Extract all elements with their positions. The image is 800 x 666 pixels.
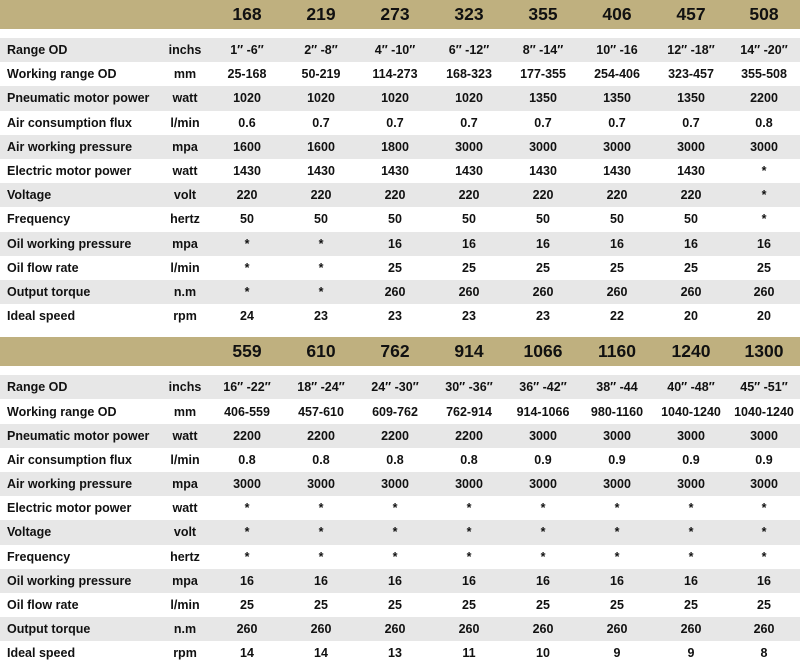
value-cell: 20: [654, 304, 728, 328]
value-cell: *: [284, 232, 358, 256]
value-cell: 14: [210, 641, 284, 665]
value-cell: 3000: [728, 424, 800, 448]
value-cell: 260: [654, 617, 728, 641]
value-cell: 10″ -16: [580, 38, 654, 62]
value-cell: 220: [654, 183, 728, 207]
value-cell: *: [506, 496, 580, 520]
row-unit: rpm: [160, 304, 210, 328]
value-cell: 22: [580, 304, 654, 328]
header-blank-cell: [0, 0, 160, 29]
row-unit: mm: [160, 399, 210, 423]
value-cell: 24: [210, 304, 284, 328]
value-cell: 914-1066: [506, 399, 580, 423]
table-row: [0, 545, 800, 569]
value-cell: 1040-1240: [728, 399, 800, 423]
value-cell: 1350: [580, 86, 654, 110]
value-cell: 2200: [210, 424, 284, 448]
size-header-cell: 168: [210, 0, 284, 29]
value-cell: 609-762: [358, 399, 432, 423]
value-cell: 220: [284, 183, 358, 207]
value-cell: 260: [728, 617, 800, 641]
value-cell: 1800: [358, 135, 432, 159]
value-cell: 3000: [432, 135, 506, 159]
value-cell: 16: [210, 569, 284, 593]
row-unit: n.m: [160, 617, 210, 641]
gap-cell: [0, 366, 800, 375]
value-cell: 0.7: [580, 111, 654, 135]
value-cell: 1020: [432, 86, 506, 110]
size-header-cell: 610: [284, 337, 358, 366]
table-row: [0, 86, 800, 110]
row-label: Ideal speed: [0, 304, 160, 328]
size-header-row: [0, 337, 800, 366]
value-cell: 25: [210, 593, 284, 617]
row-label: Pneumatic motor power: [0, 86, 160, 110]
value-cell: 25: [654, 256, 728, 280]
value-cell: *: [284, 256, 358, 280]
row-label: Ideal speed: [0, 641, 160, 665]
value-cell: 1350: [506, 86, 580, 110]
value-cell: 220: [432, 183, 506, 207]
value-cell: *: [580, 496, 654, 520]
value-cell: 9: [580, 641, 654, 665]
row-unit: watt: [160, 424, 210, 448]
value-cell: 220: [506, 183, 580, 207]
value-cell: 0.7: [432, 111, 506, 135]
value-cell: *: [358, 496, 432, 520]
value-cell: 1430: [284, 159, 358, 183]
row-unit: mpa: [160, 472, 210, 496]
row-unit: inchs: [160, 375, 210, 399]
value-cell: 1020: [210, 86, 284, 110]
value-cell: 1350: [654, 86, 728, 110]
value-cell: 3000: [358, 472, 432, 496]
value-cell: 220: [358, 183, 432, 207]
value-cell: 1430: [210, 159, 284, 183]
value-cell: *: [284, 545, 358, 569]
value-cell: 254-406: [580, 62, 654, 86]
value-cell: 16: [506, 232, 580, 256]
value-cell: 0.7: [506, 111, 580, 135]
value-cell: *: [728, 545, 800, 569]
value-cell: 50: [654, 207, 728, 231]
value-cell: 38″ -44: [580, 375, 654, 399]
value-cell: 50: [210, 207, 284, 231]
value-cell: 9: [654, 641, 728, 665]
value-cell: 355-508: [728, 62, 800, 86]
value-cell: *: [580, 520, 654, 544]
table-row: [0, 232, 800, 256]
table-row: [0, 207, 800, 231]
value-cell: *: [654, 520, 728, 544]
value-cell: *: [432, 545, 506, 569]
row-unit: volt: [160, 183, 210, 207]
value-cell: 16: [728, 232, 800, 256]
section-gap: [0, 328, 800, 337]
value-cell: 260: [506, 280, 580, 304]
value-cell: *: [432, 520, 506, 544]
value-cell: 2200: [432, 424, 506, 448]
value-cell: *: [210, 545, 284, 569]
value-cell: 23: [432, 304, 506, 328]
value-cell: 16: [654, 232, 728, 256]
table-row: [0, 569, 800, 593]
value-cell: *: [654, 545, 728, 569]
table-row: [0, 472, 800, 496]
value-cell: 40″ -48″: [654, 375, 728, 399]
value-cell: 50: [358, 207, 432, 231]
value-cell: 25: [506, 256, 580, 280]
row-unit: hertz: [160, 545, 210, 569]
row-unit: watt: [160, 86, 210, 110]
value-cell: 3000: [728, 135, 800, 159]
value-cell: *: [728, 183, 800, 207]
row-label: Oil flow rate: [0, 256, 160, 280]
row-unit: volt: [160, 520, 210, 544]
value-cell: 10: [506, 641, 580, 665]
value-cell: 3000: [210, 472, 284, 496]
gap-cell: [0, 29, 800, 38]
value-cell: 1430: [358, 159, 432, 183]
value-cell: 168-323: [432, 62, 506, 86]
value-cell: 323-457: [654, 62, 728, 86]
value-cell: 16: [506, 569, 580, 593]
table-row: [0, 280, 800, 304]
row-label: Output torque: [0, 617, 160, 641]
value-cell: *: [210, 520, 284, 544]
row-label: Electric motor power: [0, 496, 160, 520]
header-gap: [0, 29, 800, 38]
value-cell: 3000: [432, 472, 506, 496]
value-cell: 260: [210, 617, 284, 641]
value-cell: *: [506, 520, 580, 544]
value-cell: 20: [728, 304, 800, 328]
size-header-cell: 323: [432, 0, 506, 29]
value-cell: 16: [432, 232, 506, 256]
row-label: Air consumption flux: [0, 448, 160, 472]
value-cell: 260: [728, 280, 800, 304]
size-header-cell: 1300: [728, 337, 800, 366]
row-unit: watt: [160, 159, 210, 183]
table-row: [0, 62, 800, 86]
gap-cell: [0, 328, 800, 337]
value-cell: *: [284, 496, 358, 520]
value-cell: 25: [580, 256, 654, 280]
row-unit: n.m: [160, 280, 210, 304]
value-cell: 25: [728, 593, 800, 617]
value-cell: 25: [580, 593, 654, 617]
value-cell: 1600: [210, 135, 284, 159]
value-cell: 50: [580, 207, 654, 231]
value-cell: 406-559: [210, 399, 284, 423]
value-cell: 3000: [506, 472, 580, 496]
size-header-cell: 559: [210, 337, 284, 366]
value-cell: 16: [284, 569, 358, 593]
value-cell: 0.8: [358, 448, 432, 472]
table-row: [0, 183, 800, 207]
value-cell: 16: [358, 232, 432, 256]
value-cell: *: [210, 496, 284, 520]
value-cell: 0.6: [210, 111, 284, 135]
value-cell: 18″ -24″: [284, 375, 358, 399]
value-cell: 14″ -20″: [728, 38, 800, 62]
value-cell: 1430: [654, 159, 728, 183]
value-cell: 23: [358, 304, 432, 328]
row-unit: inchs: [160, 38, 210, 62]
value-cell: 0.8: [284, 448, 358, 472]
size-header-cell: 1240: [654, 337, 728, 366]
table-row: [0, 399, 800, 423]
table-row: [0, 159, 800, 183]
value-cell: *: [728, 520, 800, 544]
value-cell: 3000: [580, 135, 654, 159]
value-cell: *: [210, 280, 284, 304]
value-cell: 50: [506, 207, 580, 231]
value-cell: 0.7: [284, 111, 358, 135]
row-label: Working range OD: [0, 399, 160, 423]
value-cell: *: [358, 520, 432, 544]
value-cell: 6″ -12″: [432, 38, 506, 62]
value-cell: 0.7: [358, 111, 432, 135]
table-row: [0, 304, 800, 328]
value-cell: 260: [432, 617, 506, 641]
size-header-cell: 762: [358, 337, 432, 366]
value-cell: 16: [580, 232, 654, 256]
value-cell: 457-610: [284, 399, 358, 423]
value-cell: 12″ -18″: [654, 38, 728, 62]
value-cell: 36″ -42″: [506, 375, 580, 399]
value-cell: 0.9: [580, 448, 654, 472]
value-cell: 3000: [506, 135, 580, 159]
value-cell: 16: [358, 569, 432, 593]
value-cell: 0.8: [432, 448, 506, 472]
value-cell: *: [728, 496, 800, 520]
value-cell: 3000: [654, 472, 728, 496]
header-blank-cell: [0, 337, 160, 366]
table-row: [0, 135, 800, 159]
value-cell: *: [210, 232, 284, 256]
header-gap: [0, 366, 800, 375]
row-label: Oil flow rate: [0, 593, 160, 617]
value-cell: 177-355: [506, 62, 580, 86]
row-unit: mm: [160, 62, 210, 86]
row-label: Range OD: [0, 375, 160, 399]
value-cell: 1040-1240: [654, 399, 728, 423]
size-header-cell: 273: [358, 0, 432, 29]
table-row: [0, 641, 800, 665]
row-label: Pneumatic motor power: [0, 424, 160, 448]
value-cell: 13: [358, 641, 432, 665]
value-cell: 24″ -30″: [358, 375, 432, 399]
value-cell: 16: [728, 569, 800, 593]
row-label: Frequency: [0, 545, 160, 569]
value-cell: 3000: [728, 472, 800, 496]
value-cell: 23: [506, 304, 580, 328]
row-label: Range OD: [0, 38, 160, 62]
size-header-cell: 355: [506, 0, 580, 29]
value-cell: 8″ -14″: [506, 38, 580, 62]
row-unit: l/min: [160, 593, 210, 617]
value-cell: 260: [358, 280, 432, 304]
value-cell: 50: [432, 207, 506, 231]
row-label: Output torque: [0, 280, 160, 304]
row-label: Electric motor power: [0, 159, 160, 183]
value-cell: 3000: [654, 135, 728, 159]
value-cell: *: [728, 207, 800, 231]
size-header-cell: 406: [580, 0, 654, 29]
value-cell: 220: [210, 183, 284, 207]
value-cell: 25: [358, 256, 432, 280]
value-cell: 1020: [358, 86, 432, 110]
value-cell: 25: [432, 256, 506, 280]
value-cell: 260: [580, 280, 654, 304]
size-header-cell: 508: [728, 0, 800, 29]
value-cell: 16: [580, 569, 654, 593]
row-unit: hertz: [160, 207, 210, 231]
value-cell: 3000: [580, 472, 654, 496]
row-label: Air working pressure: [0, 135, 160, 159]
value-cell: 0.7: [654, 111, 728, 135]
value-cell: 0.9: [728, 448, 800, 472]
value-cell: 14: [284, 641, 358, 665]
value-cell: 0.9: [506, 448, 580, 472]
value-cell: *: [506, 545, 580, 569]
value-cell: 30″ -36″: [432, 375, 506, 399]
value-cell: 3000: [654, 424, 728, 448]
row-label: Voltage: [0, 183, 160, 207]
value-cell: 260: [654, 280, 728, 304]
value-cell: 3000: [284, 472, 358, 496]
row-unit: rpm: [160, 641, 210, 665]
value-cell: *: [358, 545, 432, 569]
value-cell: 1600: [284, 135, 358, 159]
value-cell: 0.8: [210, 448, 284, 472]
row-unit: mpa: [160, 135, 210, 159]
value-cell: 114-273: [358, 62, 432, 86]
value-cell: *: [284, 280, 358, 304]
value-cell: 25: [728, 256, 800, 280]
value-cell: 25-168: [210, 62, 284, 86]
value-cell: *: [580, 545, 654, 569]
value-cell: *: [210, 256, 284, 280]
table-row: [0, 593, 800, 617]
value-cell: 1430: [580, 159, 654, 183]
value-cell: *: [284, 520, 358, 544]
value-cell: 4″ -10″: [358, 38, 432, 62]
value-cell: *: [432, 496, 506, 520]
table-row: [0, 256, 800, 280]
value-cell: 0.8: [728, 111, 800, 135]
value-cell: 260: [284, 617, 358, 641]
value-cell: 16: [654, 569, 728, 593]
value-cell: 16″ -22″: [210, 375, 284, 399]
value-cell: 3000: [506, 424, 580, 448]
row-unit: l/min: [160, 448, 210, 472]
size-header-cell: 219: [284, 0, 358, 29]
value-cell: 50-219: [284, 62, 358, 86]
row-label: Oil working pressure: [0, 232, 160, 256]
header-blank-cell: [160, 337, 210, 366]
row-label: Oil working pressure: [0, 569, 160, 593]
table-row: [0, 424, 800, 448]
row-label: Voltage: [0, 520, 160, 544]
value-cell: 25: [432, 593, 506, 617]
value-cell: *: [728, 159, 800, 183]
table-row: [0, 617, 800, 641]
table-row: [0, 496, 800, 520]
value-cell: 980-1160: [580, 399, 654, 423]
value-cell: 1430: [432, 159, 506, 183]
value-cell: 1″ -6″: [210, 38, 284, 62]
value-cell: 3000: [580, 424, 654, 448]
value-cell: 50: [284, 207, 358, 231]
value-cell: 220: [580, 183, 654, 207]
value-cell: 11: [432, 641, 506, 665]
size-header-cell: 457: [654, 0, 728, 29]
value-cell: 25: [654, 593, 728, 617]
row-label: Air working pressure: [0, 472, 160, 496]
value-cell: 260: [432, 280, 506, 304]
table-row: [0, 111, 800, 135]
size-header-cell: 914: [432, 337, 506, 366]
row-label: Frequency: [0, 207, 160, 231]
size-header-cell: 1160: [580, 337, 654, 366]
value-cell: 16: [432, 569, 506, 593]
row-unit: mpa: [160, 232, 210, 256]
value-cell: 2200: [284, 424, 358, 448]
value-cell: 25: [506, 593, 580, 617]
size-header-row: [0, 0, 800, 29]
value-cell: 8: [728, 641, 800, 665]
value-cell: 45″ -51″: [728, 375, 800, 399]
table-row: [0, 38, 800, 62]
header-blank-cell: [160, 0, 210, 29]
value-cell: 1430: [506, 159, 580, 183]
value-cell: 25: [358, 593, 432, 617]
value-cell: 1020: [284, 86, 358, 110]
value-cell: 23: [284, 304, 358, 328]
row-unit: watt: [160, 496, 210, 520]
table-row: [0, 520, 800, 544]
row-unit: l/min: [160, 256, 210, 280]
row-label: Working range OD: [0, 62, 160, 86]
row-unit: mpa: [160, 569, 210, 593]
value-cell: 260: [580, 617, 654, 641]
value-cell: 2200: [728, 86, 800, 110]
value-cell: 762-914: [432, 399, 506, 423]
value-cell: 2200: [358, 424, 432, 448]
value-cell: 260: [358, 617, 432, 641]
value-cell: 25: [284, 593, 358, 617]
value-cell: 260: [506, 617, 580, 641]
size-header-cell: 1066: [506, 337, 580, 366]
row-unit: l/min: [160, 111, 210, 135]
value-cell: 0.9: [654, 448, 728, 472]
row-label: Air consumption flux: [0, 111, 160, 135]
table-row: [0, 448, 800, 472]
value-cell: *: [654, 496, 728, 520]
table-row: [0, 375, 800, 399]
value-cell: 2″ -8″: [284, 38, 358, 62]
